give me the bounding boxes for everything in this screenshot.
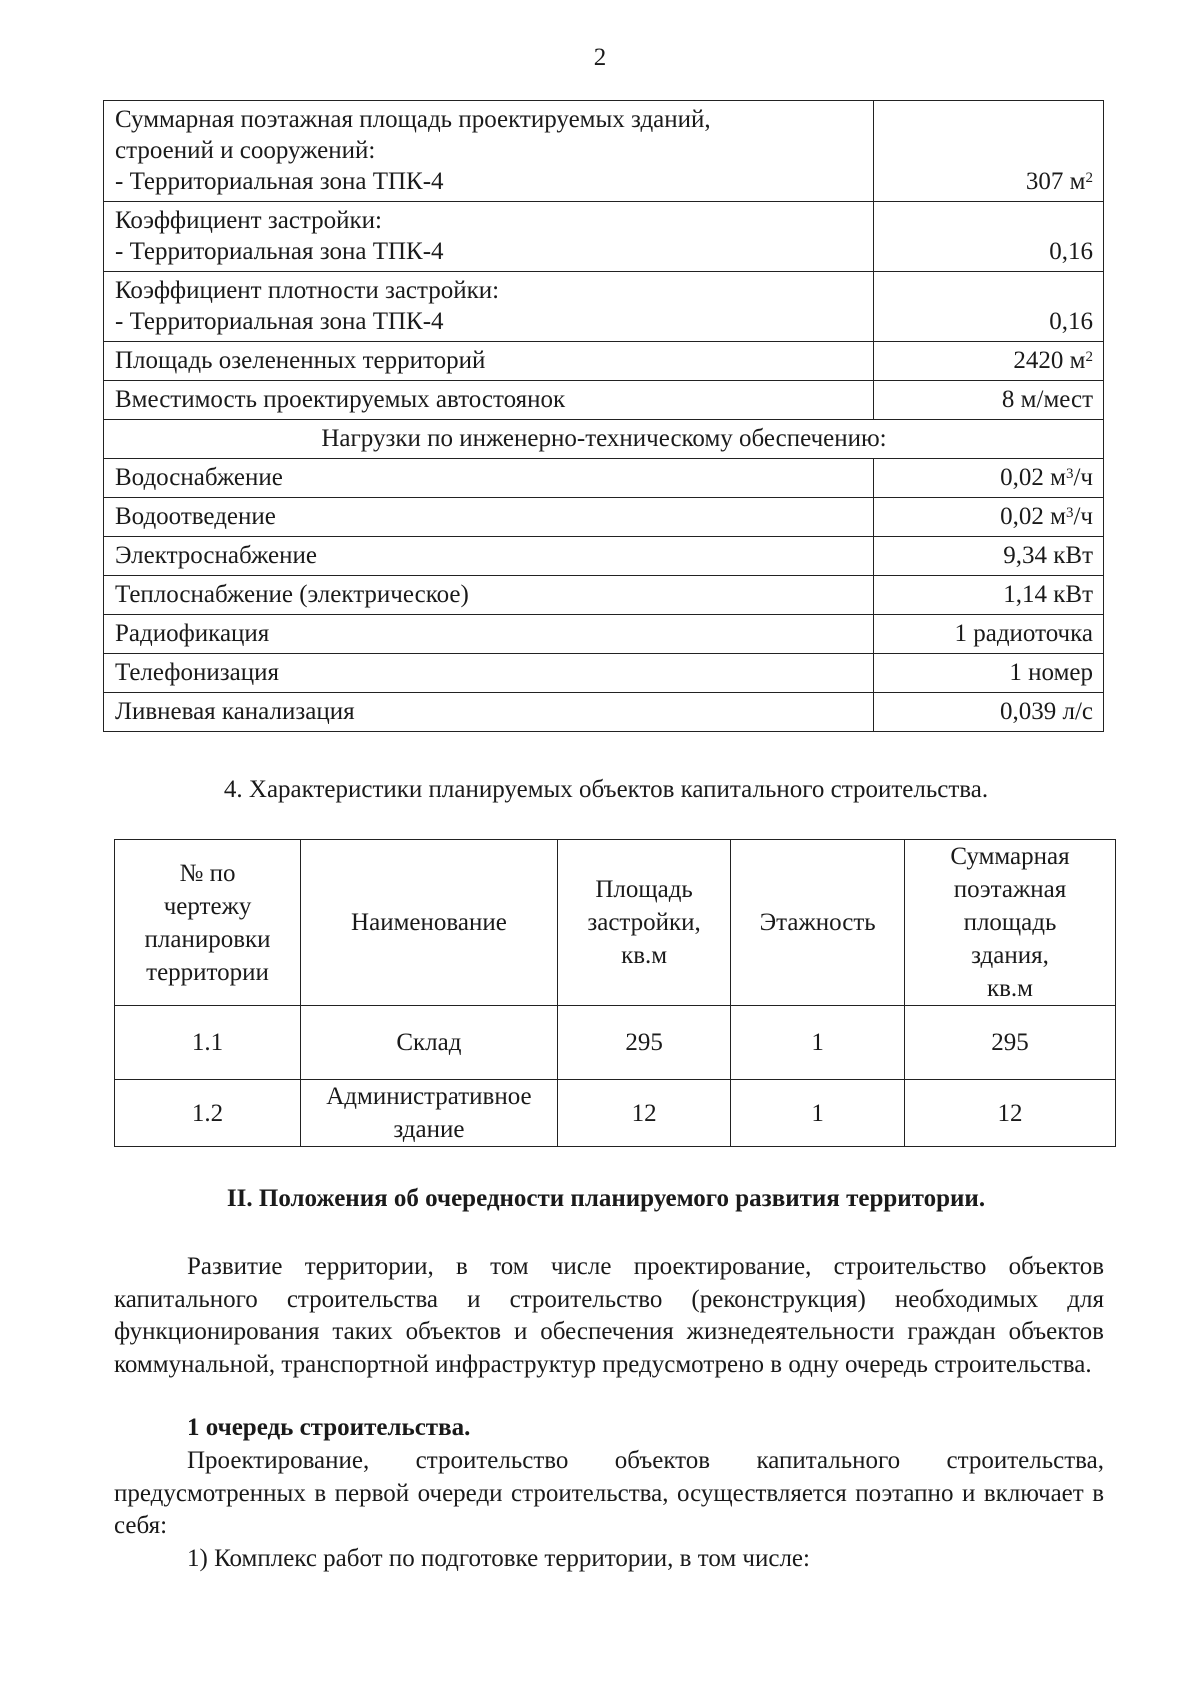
- indicator-value-sup: 2: [1085, 349, 1093, 365]
- section-2-heading: II. Положения об очередности планируемого развития территории.: [226, 1185, 986, 1212]
- load-value-text: 0,02 м: [1000, 503, 1066, 530]
- load-row: [104, 576, 1104, 615]
- load-value: [874, 654, 1104, 693]
- indicator-label-line: Коэффициент застройки:: [115, 207, 383, 234]
- indicator-value-text: 2420 м: [1013, 347, 1086, 374]
- load-row: [104, 693, 1104, 732]
- load-row: [104, 459, 1104, 498]
- indicator-value-text: 0,16: [1049, 308, 1093, 335]
- indicator-label-line: Суммарная поэтажная площадь проектируемых зданий,: [115, 106, 711, 133]
- column-header-line: Площадь: [595, 876, 693, 903]
- load-value-text: 0,039 л/с: [999, 698, 1093, 725]
- cell-name-line: здание: [393, 1116, 465, 1143]
- load-label: Электроснабжение: [104, 537, 874, 576]
- load-value: [874, 498, 1104, 537]
- indicator-label-line: Коэффициент плотности застройки:: [115, 277, 500, 304]
- load-row: [104, 498, 1104, 537]
- section-4-caption: 4. Характеристики планируемых объектов капитального строительства.: [223, 776, 989, 803]
- load-value: [874, 693, 1104, 732]
- indicator-label: [104, 342, 874, 381]
- indicator-row: [104, 202, 1104, 272]
- cell-number: 1.2: [115, 1080, 301, 1147]
- column-header-line: кв.м: [986, 975, 1033, 1002]
- cell-floors: 1: [731, 1080, 905, 1147]
- load-value-text: 1 радиоточка: [954, 620, 1093, 647]
- load-value-text: 1 номер: [1009, 659, 1093, 686]
- load-value-suffix: /ч: [1073, 464, 1093, 491]
- load-value: [874, 615, 1104, 654]
- load-value-sup: 3: [1065, 466, 1074, 482]
- paragraph-development: Развитие территории, в том числе проектирование, строительство объектов капитального строительства и строительство (реконструкция) необходимых для функционирования таких объектов и обеспечения жизнедеятельности граждан объектов коммунальной, транспортной инфраструктур предусмотрено в одну очередь строительства.: [114, 1253, 1104, 1378]
- column-header-line: поэтажная: [953, 876, 1067, 903]
- cell-floors: 1: [731, 1006, 905, 1080]
- indicator-label-line: - Территориальная зона ТПК-4: [115, 308, 444, 335]
- indicator-label-line: Вместимость проектируемых автостоянок: [115, 386, 566, 413]
- indicator-label-line: Площадь озелененных территорий: [115, 347, 486, 374]
- column-header: [557, 840, 731, 1006]
- load-value-text: 0,02 м: [1000, 464, 1066, 491]
- cell-name: [301, 1006, 558, 1080]
- column-header-line: Суммарная: [950, 843, 1070, 870]
- column-header-line: здания,: [971, 942, 1049, 969]
- column-header-line: кв.м: [621, 942, 668, 969]
- paragraph-list-item-1: 1) Комплекс работ по подготовке территории, в том числе:: [187, 1545, 810, 1572]
- cell-name: [301, 1080, 558, 1147]
- column-header-line: Этажность: [759, 909, 876, 936]
- indicator-label: [104, 272, 874, 342]
- indicator-value-text: 307 м: [1025, 168, 1086, 195]
- column-header-line: застройки,: [587, 909, 701, 936]
- indicator-value: [874, 202, 1104, 272]
- indicator-label-line: строений и сооружений:: [115, 137, 376, 164]
- indicator-label: [104, 202, 874, 272]
- loads-subheader: Нагрузки по инженерно-техническому обеспечению:: [104, 420, 1104, 459]
- column-header-line: площадь: [963, 909, 1057, 936]
- column-header-line: чертежу: [163, 892, 252, 920]
- load-row: [104, 615, 1104, 654]
- page-number: 2: [593, 44, 607, 71]
- load-value-text: 1,14 кВт: [1003, 581, 1093, 608]
- column-header: [731, 840, 905, 1006]
- column-header: [115, 840, 301, 1006]
- cell-area: 295: [557, 1006, 731, 1080]
- objects-table: [114, 839, 1116, 1147]
- cell-total-area: 295: [904, 1006, 1115, 1080]
- table-row: [115, 1080, 1116, 1147]
- indicator-value: [874, 381, 1104, 420]
- indicator-label-line: - Территориальная зона ТПК-4: [115, 238, 444, 265]
- indicator-value: [874, 342, 1104, 381]
- cell-number: 1.1: [115, 1006, 301, 1080]
- paragraph-stage-description: Проектирование, строительство объектов капитального строительства, предусмотренных в первой очереди строительства, осуществляется поэтапно и включает в себя:: [114, 1447, 1104, 1539]
- paragraph-stage-heading: 1 очередь строительства.: [187, 1414, 471, 1441]
- loads-subheader-row: [104, 420, 1104, 459]
- load-value-suffix: /ч: [1073, 503, 1093, 530]
- load-value: [874, 459, 1104, 498]
- cell-name-line: Административное: [326, 1083, 532, 1110]
- column-header-line: территории: [146, 958, 269, 986]
- indicator-label: [104, 101, 874, 202]
- load-row: [104, 654, 1104, 693]
- column-header-line: планировки: [144, 925, 271, 953]
- load-label: Водоотведение: [104, 498, 874, 537]
- load-value: [874, 537, 1104, 576]
- cell-name-line: Склад: [396, 1029, 462, 1056]
- indicator-row: [104, 342, 1104, 381]
- indicator-row: [104, 272, 1104, 342]
- column-header: [904, 840, 1115, 1006]
- load-label: Радиофикация: [104, 615, 874, 654]
- table-row: [115, 1006, 1116, 1080]
- indicator-value-text: 8 м/мест: [1001, 386, 1093, 413]
- column-header-line: № по: [179, 859, 236, 887]
- column-header-line: Наименование: [351, 909, 507, 936]
- indicator-value: [874, 272, 1104, 342]
- indicator-label: [104, 381, 874, 420]
- load-value-text: 9,34 кВт: [1003, 542, 1093, 569]
- cell-total-area: 12: [904, 1080, 1115, 1147]
- indicator-value-sup: 2: [1085, 170, 1093, 186]
- indicator-value-text: 0,16: [1049, 238, 1093, 265]
- indicator-value: [874, 101, 1104, 202]
- indicator-row: [104, 381, 1104, 420]
- load-label: Телефонизация: [104, 654, 874, 693]
- load-label: Ливневая канализация: [104, 693, 874, 732]
- column-header: [301, 840, 558, 1006]
- cell-area: 12: [557, 1080, 731, 1147]
- indicators-table: [103, 100, 1104, 732]
- load-row: [104, 537, 1104, 576]
- load-label: Теплоснабжение (электрическое): [104, 576, 874, 615]
- load-label: Водоснабжение: [104, 459, 874, 498]
- indicator-row: [104, 101, 1104, 202]
- load-value-sup: 3: [1065, 505, 1074, 521]
- indicator-label-line: - Территориальная зона ТПК-4: [115, 168, 444, 195]
- load-value: [874, 576, 1104, 615]
